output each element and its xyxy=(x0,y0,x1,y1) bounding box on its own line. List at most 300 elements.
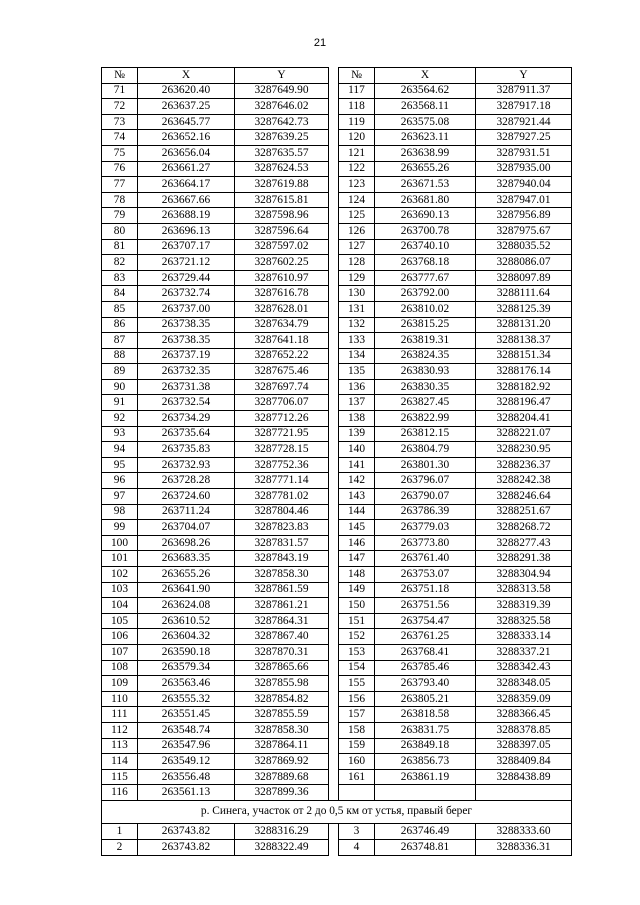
cell-num-right: 128 xyxy=(339,255,375,271)
table-row xyxy=(102,208,572,224)
cell-num-left: 94 xyxy=(102,442,138,458)
cell-y-right: 3287917.18 xyxy=(476,99,572,115)
cell-y-left: 3287652.22 xyxy=(235,348,329,364)
cell-x-left: 263698.26 xyxy=(138,535,235,551)
column-gap xyxy=(329,676,339,692)
cell-y-left: 3287712.26 xyxy=(235,411,329,427)
table-row xyxy=(102,161,572,177)
cell-x-left: 263579.34 xyxy=(138,660,235,676)
column-gap xyxy=(329,239,339,255)
column-gap xyxy=(329,613,339,629)
cell-x-right: 263623.11 xyxy=(375,130,476,146)
cell-num-right: 122 xyxy=(339,161,375,177)
table-row xyxy=(102,535,572,551)
cell-num-left: 1 xyxy=(102,823,138,839)
coordinates-table xyxy=(101,67,572,856)
table-row xyxy=(102,395,572,411)
cell-x-left: 263637.25 xyxy=(138,99,235,115)
cell-y-right: 3288086.07 xyxy=(476,255,572,271)
cell-num-right: 135 xyxy=(339,364,375,380)
table-row xyxy=(102,839,572,855)
cell-y-right: 3288268.72 xyxy=(476,520,572,536)
cell-num-right: 138 xyxy=(339,411,375,427)
cell-num-right: 142 xyxy=(339,473,375,489)
column-gap xyxy=(329,379,339,395)
cell-y-right: 3288251.67 xyxy=(476,504,572,520)
cell-num-left: 90 xyxy=(102,379,138,395)
cell-x-left: 263563.46 xyxy=(138,676,235,692)
cell-x-right: 263746.49 xyxy=(375,823,476,839)
cell-x-right: 263786.39 xyxy=(375,504,476,520)
table-row xyxy=(102,660,572,676)
column-gap xyxy=(329,68,339,84)
table-row xyxy=(102,130,572,146)
column-gap xyxy=(329,255,339,271)
cell-x-right: 263804.79 xyxy=(375,442,476,458)
cell-num-left: 114 xyxy=(102,754,138,770)
cell-num-right: 134 xyxy=(339,348,375,364)
column-gap xyxy=(329,364,339,380)
cell-y-left: 3287752.36 xyxy=(235,457,329,473)
table-row xyxy=(102,582,572,598)
cell-y-left: 3287861.59 xyxy=(235,582,329,598)
cell-x-left: 263743.82 xyxy=(138,823,235,839)
cell-num-left: 88 xyxy=(102,348,138,364)
cell-num-right: 150 xyxy=(339,598,375,614)
table-row xyxy=(102,567,572,583)
cell-y-right: 3287931.51 xyxy=(476,145,572,161)
cell-num-left: 84 xyxy=(102,286,138,302)
table-row xyxy=(102,785,572,801)
cell-y-left: 3287649.90 xyxy=(235,83,329,99)
cell-y-left: 3287642.73 xyxy=(235,114,329,130)
cell-num-left: 93 xyxy=(102,426,138,442)
cell-x-left: 263551.45 xyxy=(138,707,235,723)
cell-x-right: 263830.35 xyxy=(375,379,476,395)
cell-x-right: 263740.10 xyxy=(375,239,476,255)
cell-y-right: 3288230.95 xyxy=(476,442,572,458)
cell-y-left: 3287598.96 xyxy=(235,208,329,224)
cell-y-right: 3288409.84 xyxy=(476,754,572,770)
cell-x-right: 263819.31 xyxy=(375,333,476,349)
cell-x-right: 263796.07 xyxy=(375,473,476,489)
column-gap xyxy=(329,270,339,286)
cell-y-left: 3287843.19 xyxy=(235,551,329,567)
cell-x-right: 263564.62 xyxy=(375,83,476,99)
cell-num-left: 92 xyxy=(102,411,138,427)
cell-x-left: 263624.08 xyxy=(138,598,235,614)
cell-x-right: 263785.46 xyxy=(375,660,476,676)
cell-x-left: 263732.54 xyxy=(138,395,235,411)
cell-num-left: 95 xyxy=(102,457,138,473)
cell-x-left: 263656.04 xyxy=(138,145,235,161)
cell-num-left: 77 xyxy=(102,177,138,193)
cell-y-right: 3288151.34 xyxy=(476,348,572,364)
cell-y-left: 3287889.68 xyxy=(235,769,329,785)
column-gap xyxy=(329,785,339,801)
column-gap xyxy=(329,442,339,458)
cell-num-left: 116 xyxy=(102,785,138,801)
cell-y-right: 3288366.45 xyxy=(476,707,572,723)
cell-num-right: 159 xyxy=(339,738,375,754)
cell-num-left: 72 xyxy=(102,99,138,115)
cell-num-right: 152 xyxy=(339,629,375,645)
cell-x-right: 263768.41 xyxy=(375,644,476,660)
cell-y-left: 3287675.46 xyxy=(235,364,329,380)
cell-num-right xyxy=(339,785,375,801)
cell-x-left: 263641.90 xyxy=(138,582,235,598)
column-gap xyxy=(329,473,339,489)
cell-y-right: 3288342.43 xyxy=(476,660,572,676)
column-gap xyxy=(329,582,339,598)
cell-y-left: 3287867.40 xyxy=(235,629,329,645)
cell-x-left: 263737.19 xyxy=(138,348,235,364)
cell-y-left: 3287721.95 xyxy=(235,426,329,442)
cell-x-right: 263761.25 xyxy=(375,629,476,645)
cell-num-left: 104 xyxy=(102,598,138,614)
column-gap xyxy=(329,520,339,536)
column-gap xyxy=(329,551,339,567)
column-gap xyxy=(329,504,339,520)
cell-x-right: 263754.47 xyxy=(375,613,476,629)
cell-x-left: 263731.38 xyxy=(138,379,235,395)
cell-x-right: 263777.67 xyxy=(375,270,476,286)
cell-y-right: 3288125.39 xyxy=(476,301,572,317)
table-row xyxy=(102,551,572,567)
cell-num-left: 108 xyxy=(102,660,138,676)
cell-x-left: 263743.82 xyxy=(138,839,235,855)
cell-x-left: 263655.26 xyxy=(138,567,235,583)
cell-num-right: 147 xyxy=(339,551,375,567)
cell-num-left: 74 xyxy=(102,130,138,146)
cell-x-right: 263681.80 xyxy=(375,192,476,208)
column-gap xyxy=(329,691,339,707)
cell-x-right: 263810.02 xyxy=(375,301,476,317)
cell-y-right: 3287935.00 xyxy=(476,161,572,177)
section-title-row xyxy=(102,800,572,823)
cell-num-right: 160 xyxy=(339,754,375,770)
cell-num-left: 100 xyxy=(102,535,138,551)
table-row xyxy=(102,255,572,271)
table-row xyxy=(102,379,572,395)
cell-x-right: 263700.78 xyxy=(375,223,476,239)
cell-y-left: 3287855.98 xyxy=(235,676,329,692)
cell-y-left: 3287854.82 xyxy=(235,691,329,707)
cell-y-right: 3287956.89 xyxy=(476,208,572,224)
column-gap xyxy=(329,707,339,723)
cell-y-right: 3288242.38 xyxy=(476,473,572,489)
cell-x-right: 263824.35 xyxy=(375,348,476,364)
table-row xyxy=(102,192,572,208)
cell-x-right: 263753.07 xyxy=(375,567,476,583)
cell-y-right: 3288325.58 xyxy=(476,613,572,629)
cell-x-right: 263751.56 xyxy=(375,598,476,614)
cell-num-right: 126 xyxy=(339,223,375,239)
cell-num-left: 87 xyxy=(102,333,138,349)
cell-x-left: 263547.96 xyxy=(138,738,235,754)
column-gap xyxy=(329,823,339,839)
table-row xyxy=(102,364,572,380)
cell-x-left: 263556.48 xyxy=(138,769,235,785)
cell-y-left: 3287616.78 xyxy=(235,286,329,302)
cell-y-right: 3288236.37 xyxy=(476,457,572,473)
column-gap xyxy=(329,130,339,146)
cell-num-right: 139 xyxy=(339,426,375,442)
cell-x-left: 263683.35 xyxy=(138,551,235,567)
cell-num-left: 75 xyxy=(102,145,138,161)
cell-y-left: 3287771.14 xyxy=(235,473,329,489)
cell-y-left: 3287855.59 xyxy=(235,707,329,723)
cell-x-left: 263737.00 xyxy=(138,301,235,317)
column-gap xyxy=(329,83,339,99)
cell-y-right: 3288111.64 xyxy=(476,286,572,302)
cell-x-right: 263575.08 xyxy=(375,114,476,130)
cell-y-left: 3287646.02 xyxy=(235,99,329,115)
cell-y-right: 3287927.25 xyxy=(476,130,572,146)
cell-y-left: 3287781.02 xyxy=(235,489,329,505)
cell-num-right: 157 xyxy=(339,707,375,723)
cell-x-left: 263561.13 xyxy=(138,785,235,801)
table-row xyxy=(102,145,572,161)
cell-num-left: 102 xyxy=(102,567,138,583)
cell-x-left: 263620.40 xyxy=(138,83,235,99)
column-gap xyxy=(329,426,339,442)
cell-x-right: 263861.19 xyxy=(375,769,476,785)
cell-num-right: 153 xyxy=(339,644,375,660)
table-row xyxy=(102,411,572,427)
cell-x-left: 263590.18 xyxy=(138,644,235,660)
cell-num-right: 123 xyxy=(339,177,375,193)
cell-num-left: 107 xyxy=(102,644,138,660)
table-row xyxy=(102,613,572,629)
cell-x-right: 263827.45 xyxy=(375,395,476,411)
table-row xyxy=(102,239,572,255)
cell-num-right: 146 xyxy=(339,535,375,551)
column-gap xyxy=(329,223,339,239)
cell-x-right: 263792.00 xyxy=(375,286,476,302)
cell-num-left: 99 xyxy=(102,520,138,536)
column-gap xyxy=(329,317,339,333)
cell-x-right: 263773.80 xyxy=(375,535,476,551)
cell-num-right: 131 xyxy=(339,301,375,317)
cell-num-left: 96 xyxy=(102,473,138,489)
column-gap xyxy=(329,754,339,770)
table-row xyxy=(102,738,572,754)
cell-num-right: 119 xyxy=(339,114,375,130)
header-x-left: X xyxy=(138,68,235,84)
cell-x-right: 263790.07 xyxy=(375,489,476,505)
cell-num-right: 124 xyxy=(339,192,375,208)
cell-x-left: 263732.74 xyxy=(138,286,235,302)
table-row xyxy=(102,333,572,349)
table-row xyxy=(102,426,572,442)
column-gap xyxy=(329,145,339,161)
cell-x-left: 263707.17 xyxy=(138,239,235,255)
cell-num-left: 98 xyxy=(102,504,138,520)
cell-y-right: 3288138.37 xyxy=(476,333,572,349)
column-gap xyxy=(329,722,339,738)
cell-num-left: 105 xyxy=(102,613,138,629)
cell-num-left: 78 xyxy=(102,192,138,208)
cell-y-right: 3287921.44 xyxy=(476,114,572,130)
cell-num-left: 109 xyxy=(102,676,138,692)
column-gap xyxy=(329,769,339,785)
cell-num-right: 132 xyxy=(339,317,375,333)
cell-num-left: 71 xyxy=(102,83,138,99)
table-row xyxy=(102,473,572,489)
column-gap xyxy=(329,629,339,645)
cell-num-right: 4 xyxy=(339,839,375,855)
cell-y-right: 3288359.09 xyxy=(476,691,572,707)
cell-x-left: 263604.32 xyxy=(138,629,235,645)
table-row xyxy=(102,442,572,458)
cell-num-right: 141 xyxy=(339,457,375,473)
cell-y-left: 3287597.02 xyxy=(235,239,329,255)
cell-num-left: 82 xyxy=(102,255,138,271)
table-row xyxy=(102,457,572,473)
cell-num-left: 85 xyxy=(102,301,138,317)
column-gap xyxy=(329,738,339,754)
table-row xyxy=(102,707,572,723)
table-row xyxy=(102,722,572,738)
cell-x-right: 263779.03 xyxy=(375,520,476,536)
cell-y-right: 3288348.05 xyxy=(476,676,572,692)
cell-x-left: 263645.77 xyxy=(138,114,235,130)
cell-num-right: 149 xyxy=(339,582,375,598)
cell-num-left: 103 xyxy=(102,582,138,598)
cell-num-left: 2 xyxy=(102,839,138,855)
cell-x-right: 263638.99 xyxy=(375,145,476,161)
table-row xyxy=(102,99,572,115)
table-header-row xyxy=(102,68,572,84)
column-gap xyxy=(329,208,339,224)
cell-x-left: 263721.12 xyxy=(138,255,235,271)
table-row xyxy=(102,270,572,286)
column-gap xyxy=(329,489,339,505)
cell-x-right: 263655.26 xyxy=(375,161,476,177)
cell-y-left: 3288322.49 xyxy=(235,839,329,855)
cell-num-left: 73 xyxy=(102,114,138,130)
cell-x-left: 263667.66 xyxy=(138,192,235,208)
cell-y-right: 3288337.21 xyxy=(476,644,572,660)
column-gap xyxy=(329,411,339,427)
cell-y-right: 3288204.41 xyxy=(476,411,572,427)
cell-y-left: 3287858.30 xyxy=(235,567,329,583)
cell-y-right: 3288097.89 xyxy=(476,270,572,286)
cell-x-left: 263664.17 xyxy=(138,177,235,193)
column-gap xyxy=(329,567,339,583)
cell-num-right: 158 xyxy=(339,722,375,738)
cell-num-right: 140 xyxy=(339,442,375,458)
cell-x-left: 263549.12 xyxy=(138,754,235,770)
cell-x-left: 263738.35 xyxy=(138,333,235,349)
cell-y-right: 3288319.39 xyxy=(476,598,572,614)
cell-y-right: 3288035.52 xyxy=(476,239,572,255)
table-row xyxy=(102,348,572,364)
table-row xyxy=(102,317,572,333)
cell-y-right: 3287975.67 xyxy=(476,223,572,239)
table-row xyxy=(102,644,572,660)
cell-y-right: 3288182.92 xyxy=(476,379,572,395)
table-row xyxy=(102,286,572,302)
cell-num-right: 127 xyxy=(339,239,375,255)
cell-y-left: 3287628.01 xyxy=(235,301,329,317)
cell-y-left: 3288316.29 xyxy=(235,823,329,839)
header-num-left: № xyxy=(102,68,138,84)
column-gap xyxy=(329,395,339,411)
cell-num-right: 154 xyxy=(339,660,375,676)
cell-x-left: 263732.35 xyxy=(138,364,235,380)
cell-y-left: 3287865.66 xyxy=(235,660,329,676)
cell-y-left: 3287639.25 xyxy=(235,130,329,146)
column-gap xyxy=(329,192,339,208)
cell-x-left: 263688.19 xyxy=(138,208,235,224)
cell-x-left: 263729.44 xyxy=(138,270,235,286)
cell-y-left: 3287596.64 xyxy=(235,223,329,239)
cell-y-right: 3287940.04 xyxy=(476,177,572,193)
cell-y-left: 3287864.11 xyxy=(235,738,329,754)
cell-num-right: 121 xyxy=(339,145,375,161)
cell-y-left: 3287899.36 xyxy=(235,785,329,801)
page-number: 21 xyxy=(313,37,327,49)
table-row xyxy=(102,504,572,520)
cell-num-left: 113 xyxy=(102,738,138,754)
cell-x-right: 263849.18 xyxy=(375,738,476,754)
cell-x-left: 263652.16 xyxy=(138,130,235,146)
cell-num-right: 161 xyxy=(339,769,375,785)
table-row xyxy=(102,223,572,239)
column-gap xyxy=(329,333,339,349)
column-gap xyxy=(329,644,339,660)
cell-y-left: 3287831.57 xyxy=(235,535,329,551)
cell-y-left: 3287804.46 xyxy=(235,504,329,520)
cell-num-right: 145 xyxy=(339,520,375,536)
column-gap xyxy=(329,348,339,364)
cell-y-left: 3287634.79 xyxy=(235,317,329,333)
cell-y-right: 3288196.47 xyxy=(476,395,572,411)
table-row xyxy=(102,301,572,317)
cell-y-right: 3287947.01 xyxy=(476,192,572,208)
cell-y-left: 3287823.83 xyxy=(235,520,329,536)
main-table-body xyxy=(102,83,572,800)
cell-num-right: 117 xyxy=(339,83,375,99)
cell-num-right: 155 xyxy=(339,676,375,692)
cell-y-right: 3287911.37 xyxy=(476,83,572,99)
cell-x-right: 263805.21 xyxy=(375,691,476,707)
cell-num-right: 144 xyxy=(339,504,375,520)
cell-y-right: 3288336.31 xyxy=(476,839,572,855)
cell-x-left: 263704.07 xyxy=(138,520,235,536)
cell-num-right: 148 xyxy=(339,567,375,583)
cell-x-right: 263812.15 xyxy=(375,426,476,442)
cell-y-right: 3288221.07 xyxy=(476,426,572,442)
cell-num-right: 143 xyxy=(339,489,375,505)
cell-x-right: 263768.18 xyxy=(375,255,476,271)
cell-y-left: 3287861.21 xyxy=(235,598,329,614)
cell-num-right: 129 xyxy=(339,270,375,286)
cell-x-right xyxy=(375,785,476,801)
cell-num-left: 79 xyxy=(102,208,138,224)
cell-x-right: 263568.11 xyxy=(375,99,476,115)
table-row xyxy=(102,754,572,770)
cell-x-right: 263690.13 xyxy=(375,208,476,224)
cell-x-right: 263815.25 xyxy=(375,317,476,333)
cell-x-left: 263548.74 xyxy=(138,722,235,738)
column-gap xyxy=(329,99,339,115)
cell-y-right: 3288333.14 xyxy=(476,629,572,645)
cell-x-left: 263735.64 xyxy=(138,426,235,442)
cell-num-left: 115 xyxy=(102,769,138,785)
